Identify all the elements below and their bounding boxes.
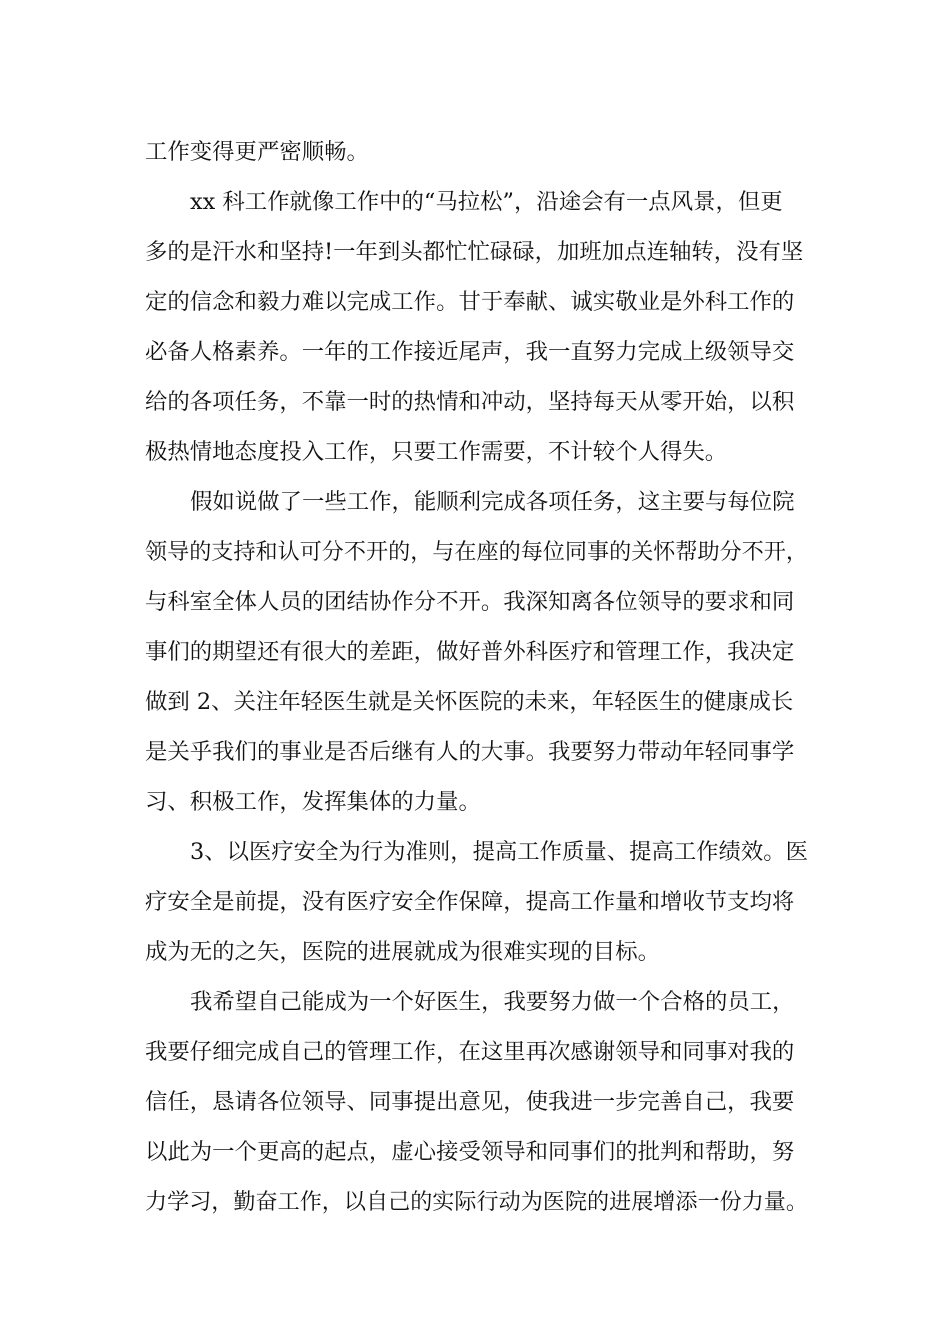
- text-line: [0, 977, 950, 1027]
- text-line-content: 极热情地态度投入工作，只要工作需要，不计较个人得失。: [145, 439, 728, 465]
- text-line-content: 与科室全体人员的团结协作分不开。我深知离各位领导的要求和同: [145, 589, 795, 615]
- text-line-content: 3、以医疗安全为行为准则，提高工作质量、提高工作绩效。医: [190, 839, 808, 865]
- text-line: [0, 127, 950, 177]
- text-line: [0, 1177, 950, 1227]
- text-line: [0, 777, 950, 827]
- text-line-content: 信任，恳请各位领导、同事提出意见，使我进一步完善自己，我要: [145, 1089, 795, 1115]
- text-line: [0, 227, 950, 277]
- text-line: [0, 1127, 950, 1177]
- text-line-content: 假如说做了一些工作，能顺利完成各项任务，这主要与每位院: [190, 489, 795, 515]
- text-line-content: 疗安全是前提，没有医疗安全作保障，提高工作量和增收节支均将: [145, 889, 795, 915]
- text-line: [0, 1077, 950, 1127]
- text-line-content: 定的信念和毅力难以完成工作。甘于奉献、诚实敬业是外科工作的: [145, 289, 795, 315]
- text-line-content: 工作变得更严密顺畅。: [145, 139, 369, 165]
- text-line: [0, 577, 950, 627]
- text-line-content: 力学习，勤奋工作，以自己的实际行动为医院的进展增添一份力量。: [145, 1189, 808, 1215]
- text-line-content: 多的是汗水和坚持!一年到头都忙忙碌碌，加班加点连轴转，没有坚: [145, 239, 804, 265]
- text-line: [0, 177, 950, 227]
- text-line: [0, 327, 950, 377]
- text-line-content: 领导的支持和认可分不开的，与在座的每位同事的关怀帮助分不开，: [145, 539, 808, 565]
- text-line-content: 给的各项任务，不靠一时的热情和冲动，坚持每天从零开始，以积: [145, 389, 795, 415]
- text-line: [0, 677, 950, 727]
- text-line: [0, 477, 950, 527]
- text-line: [0, 927, 950, 977]
- text-line-content: 我要仔细完成自己的管理工作，在这里再次感谢领导和同事对我的: [145, 1039, 795, 1065]
- text-line: [0, 377, 950, 427]
- text-line-content: 以此为一个更高的起点，虚心接受领导和同事们的批判和帮助，努: [145, 1139, 795, 1165]
- text-line: [0, 527, 950, 577]
- text-line-content: 必备人格素养。一年的工作接近尾声，我一直努力完成上级领导交: [145, 339, 795, 365]
- text-line-content: 成为无的之矢，医院的进展就成为很难实现的目标。: [145, 939, 660, 965]
- text-line: [0, 877, 950, 927]
- text-line-content: 做到 2、关注年轻医生就是关怀医院的未来，年轻医生的健康成长: [145, 689, 794, 715]
- text-line-content: 事们的期望还有很大的差距，做好普外科医疗和管理工作，我决定: [145, 639, 795, 665]
- text-line-content: 习、积极工作，发挥集体的力量。: [145, 789, 481, 815]
- text-line: [0, 277, 950, 327]
- text-line: [0, 1027, 950, 1077]
- text-line: [0, 827, 950, 877]
- text-line-content: 是关乎我们的事业是否后继有人的大事。我要努力带动年轻同事学: [145, 739, 795, 765]
- text-line: [0, 727, 950, 777]
- text-line-content: 我希望自己能成为一个好医生，我要努力做一个合格的员工，: [190, 989, 795, 1015]
- text-line-content: xx 科工作就像工作中的“马拉松”，沿途会有一点风景，但更: [190, 189, 783, 215]
- text-line: [0, 627, 950, 677]
- text-line: [0, 427, 950, 477]
